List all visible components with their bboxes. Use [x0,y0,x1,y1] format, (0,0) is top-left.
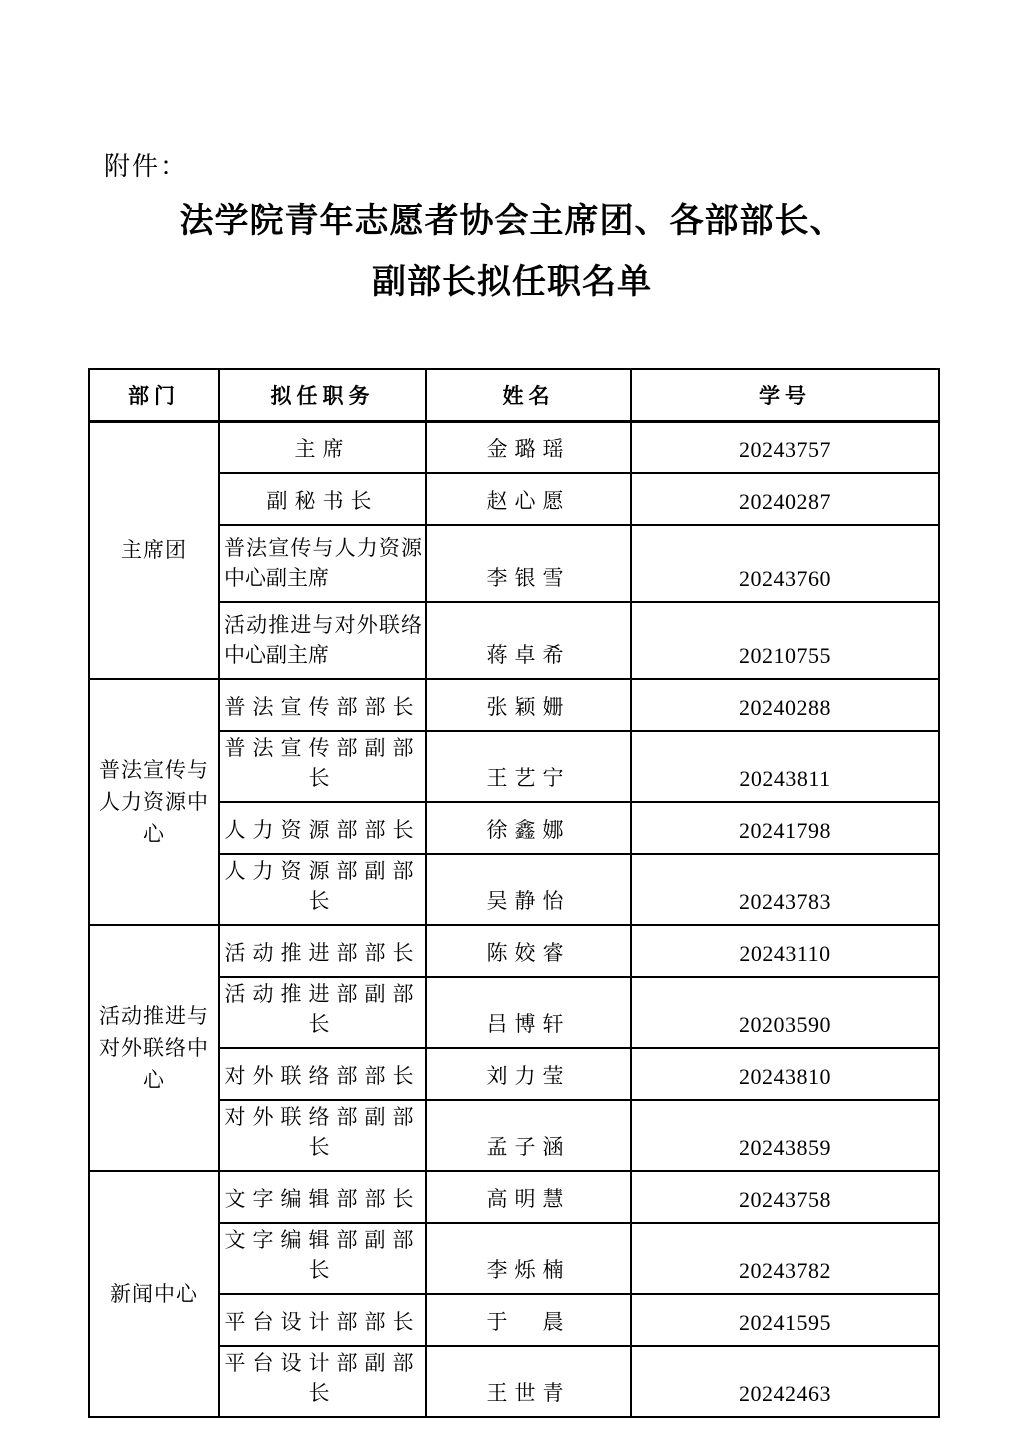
name-cell: 于 晨 [426,1294,631,1346]
position-cell: 对外联络部副部长 [219,1100,426,1171]
student-id-cell: 20243782 [631,1223,939,1294]
department-cell: 主席团 [89,421,219,679]
table-row [89,1171,939,1223]
student-id-cell: 20243757 [631,421,939,473]
name-cell: 吕博轩 [426,977,631,1048]
title-line-1: 法学院青年志愿者协会主席团、各部部长、 [179,203,845,240]
student-id-cell: 20243811 [631,731,939,802]
position-cell: 副秘书长 [219,473,426,525]
student-id-cell: 20210755 [631,602,939,679]
position-cell: 普法宣传部部长 [219,679,426,731]
attachment-label: 附件： [104,152,189,181]
name-cell: 陈姣睿 [426,925,631,977]
column-header-position: 拟任职务 [219,369,426,421]
position-cell: 活动推进部部长 [219,925,426,977]
position-cell: 人力资源部副部长 [219,854,426,925]
student-id-cell: 20243810 [631,1048,939,1100]
student-id-cell: 20241798 [631,802,939,854]
student-id-cell: 20243758 [631,1171,939,1223]
table-row [89,679,939,731]
student-id-cell: 20243110 [631,925,939,977]
student-id-cell: 20240288 [631,679,939,731]
student-id-cell: 20240287 [631,473,939,525]
table-row [89,421,939,473]
name-cell: 王艺宁 [426,731,631,802]
appointment-roster-table [88,368,940,1418]
student-id-cell: 20243760 [631,525,939,602]
name-cell: 李烁楠 [426,1223,631,1294]
department-cell: 活动推进与对外联络中心 [89,925,219,1171]
column-header-student-id: 学号 [631,369,939,421]
position-cell: 文字编辑部部长 [219,1171,426,1223]
position-cell: 对外联络部部长 [219,1048,426,1100]
column-header-department: 部门 [89,369,219,421]
position-cell: 普法宣传与人力资源中心副主席 [219,525,426,602]
position-cell: 活动推进部副部长 [219,977,426,1048]
position-cell: 文字编辑部副部长 [219,1223,426,1294]
name-cell: 孟子涵 [426,1100,631,1171]
position-cell: 主席 [219,421,426,473]
name-cell: 张颖姗 [426,679,631,731]
column-header-name: 姓名 [426,369,631,421]
name-cell: 李银雪 [426,525,631,602]
table-row [89,925,939,977]
position-cell: 普法宣传部副部长 [219,731,426,802]
student-id-cell: 20242463 [631,1346,939,1417]
header-row [89,369,939,421]
student-id-cell: 20203590 [631,977,939,1048]
student-id-cell: 20241595 [631,1294,939,1346]
name-cell: 徐鑫娜 [426,802,631,854]
name-cell: 王世青 [426,1346,631,1417]
department-cell: 新闻中心 [89,1171,219,1417]
student-id-cell: 20243783 [631,854,939,925]
name-cell: 刘力莹 [426,1048,631,1100]
student-id-cell: 20243859 [631,1100,939,1171]
position-cell: 活动推进与对外联络中心副主席 [219,602,426,679]
name-cell: 高明慧 [426,1171,631,1223]
name-cell: 蒋卓希 [426,602,631,679]
document-title [0,191,1024,313]
position-cell: 平台设计部部长 [219,1294,426,1346]
name-cell: 金璐瑶 [426,421,631,473]
name-cell: 吴静怡 [426,854,631,925]
name-cell: 赵心愿 [426,473,631,525]
department-cell: 普法宣传与人力资源中心 [89,679,219,925]
title-line-2: 副部长拟任职名单 [372,264,652,301]
position-cell: 人力资源部部长 [219,802,426,854]
position-cell: 平台设计部副部长 [219,1346,426,1417]
